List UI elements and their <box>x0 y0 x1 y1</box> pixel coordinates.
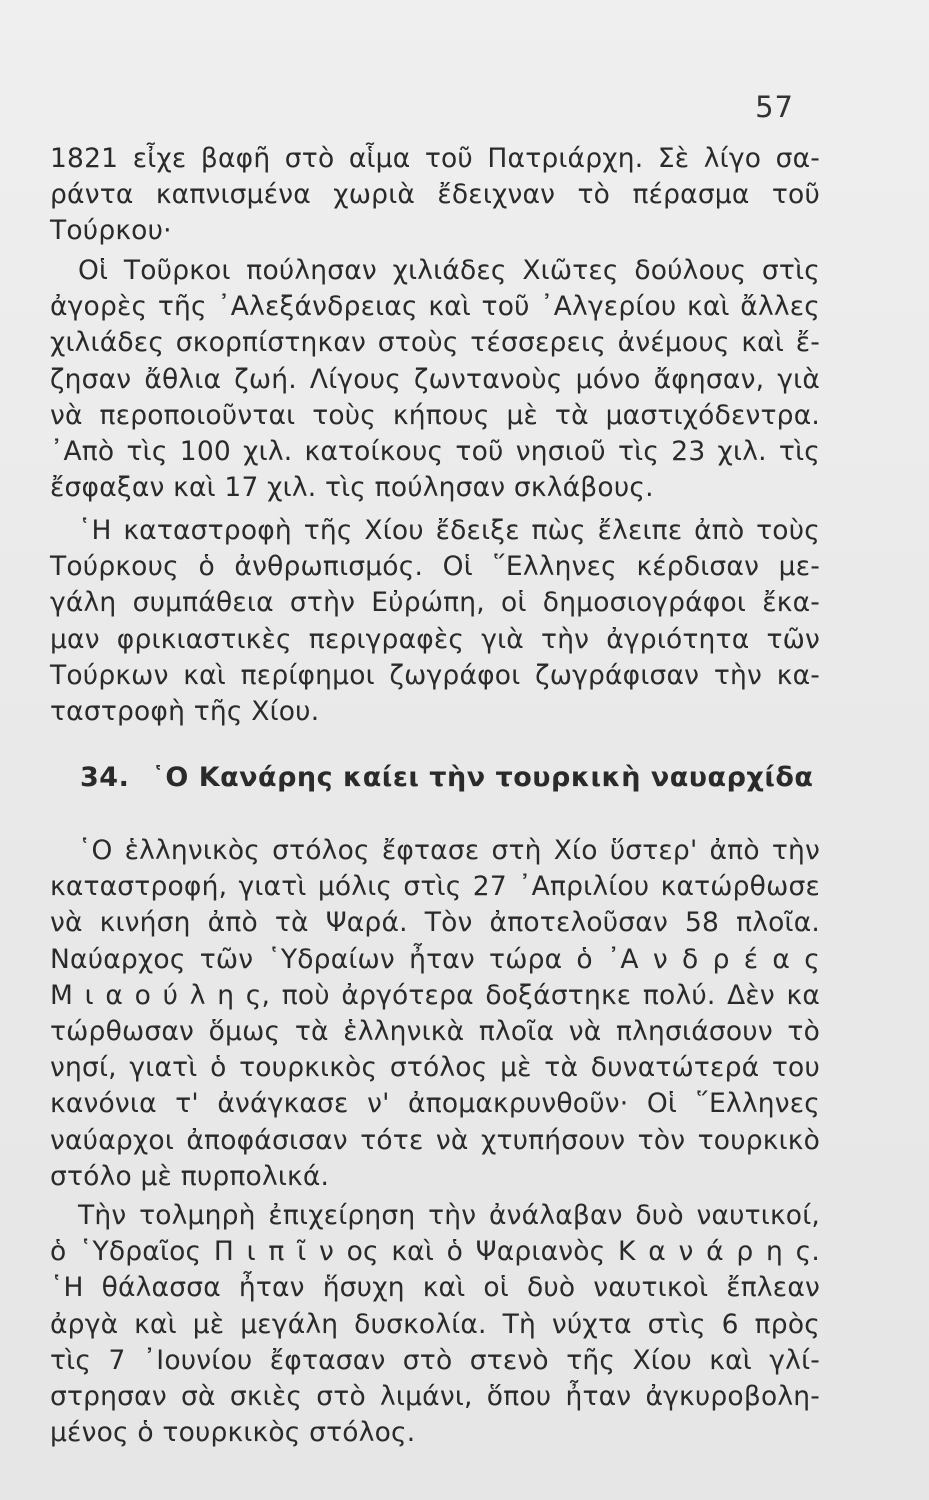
text-line: ῾Ο ἑλληνικὸς στόλος ἔφτασε στὴ Χίο ὕστερ' ἀπὸ τὴν <box>78 835 820 866</box>
text-line: ζησαν ἄθλια ζωή. Λίγους ζωντανοὺς μόνο ἄφησαν, γιὰ <box>50 363 820 395</box>
text-line: ῾Η καταστροφὴ τῆς Χίου ἔδειξε πὼς ἔλειπε ἀπὸ τοὺς <box>78 515 820 546</box>
text-line: νὰ κινήση ἀπὸ τὰ Ψαρά. Τὸν ἀποτελοῦσαν 58 πλοῖα. <box>50 907 820 939</box>
text-line: νησί, γιατὶ ὁ τουρκικὸς στόλος μὲ τὰ δυνατώτερά του <box>50 1052 820 1084</box>
page-number: 57 <box>755 90 794 124</box>
text-line: τὶς 7 ᾿Ιουνίου ἔφτασαν στὸ στενὸ τῆς Χίου καὶ γλί- <box>50 1344 820 1376</box>
text-line: ναύαρχοι ἀποφάσισαν τότε νὰ χτυπήσουν τὸν τουρκικὸ <box>50 1124 820 1156</box>
text-line: ᾿Απὸ τὶς 100 χιλ. κατοίκους τοῦ νησιοῦ τὶς 23 χιλ. τὶς <box>50 435 820 467</box>
text-line: ράντα καπνισμένα χωριὰ ἔδειχναν τὸ πέρασμα τοῦ <box>50 179 820 211</box>
text-line: νὰ περοποιοῦνται τοὺς κήπους μὲ τὰ μαστιχόδεντρα. <box>50 399 820 431</box>
text-line: ἀγορὲς τῆς ᾿Αλεξάνδρειας καὶ τοῦ ᾿Αλγερίου καὶ ἄλλες <box>50 291 820 323</box>
text-line: μένος ὁ τουρκικὸς στόλος. <box>50 1417 416 1449</box>
section-number: 34. <box>80 762 130 793</box>
text-line: ὁ ῾Υδραῖος Π ι π ῖ ν ος καὶ ὁ Ψαριανὸς Κ α ν ά ρ η ς. <box>50 1236 820 1268</box>
text-line: Ναύαρχος τῶν ῾Υδραίων ἦταν τώρα ὁ ᾿Α ν δ ρ έ α ς <box>50 943 820 975</box>
text-line: μαν φρικιαστικὲς περιγραφὲς γιὰ τὴν ἀγριότητα τῶν <box>50 623 820 655</box>
text-line: Τούρκου· <box>50 215 172 247</box>
text-line: τώρθωσαν ὅμως τὰ ἑλληνικὰ πλοῖα νὰ πλησιάσουν τὸ <box>50 1015 820 1047</box>
text-line: ἔσφαξαν καὶ 17 χιλ. τὶς πούλησαν σκλάβους. <box>50 472 654 504</box>
text-line: ῾Η θάλασσα ἦταν ἥσυχη καὶ οἱ δυὸ ναυτικοὶ ἔπλεαν <box>50 1272 820 1304</box>
text-line: στρησαν σὰ σκιὲς στὸ λιμάνι, ὅπου ἦταν ἀγκυροβολη- <box>50 1380 820 1412</box>
text-line: Τούρκων καὶ περίφημοι ζωγράφοι ζωγράφισαν τὴν κα- <box>50 659 820 691</box>
text-line: ἀργὰ καὶ μὲ μεγάλη δυσκολία. Τὴ νύχτα στὶς 6 πρὸς <box>50 1308 820 1340</box>
text-line: γάλη συμπάθεια στὴν Εὐρώπη, οἱ δημοσιογράφοι ἔκα- <box>50 587 820 619</box>
paragraph <box>50 253 820 506</box>
text-line: 1821 εἶχε βαφῆ στὸ αἷμα τοῦ Πατριάρχη. Σὲ λίγο σα- <box>50 143 820 174</box>
paragraph-continuation <box>50 141 820 250</box>
text-line: στόλο μὲ πυρπολικά. <box>50 1160 330 1192</box>
text-line: κανόνια τ' ἀνάγκασε ν' ἀπομακρυνθοῦν· Οἱ ῞Ελληνες <box>50 1088 820 1120</box>
text-line: χιλιάδες σκορπίστηκαν στοὺς τέσσερεις ἀνέμους καὶ ἔ- <box>50 327 820 359</box>
text-line: Τὴν τολμηρὴ ἐπιχείρηση τὴν ἀνάλαβαν δυὸ ναυτικοί, <box>78 1200 820 1231</box>
paragraph <box>50 1198 820 1451</box>
text-line: Τούρκους ὁ ἀνθρωπισμός. Οἱ ῞Ελληνες κέρδισαν με- <box>50 551 820 583</box>
section-heading <box>80 762 820 793</box>
paragraph <box>50 513 820 730</box>
text-line: Οἱ Τοῦρκοι πούλησαν χιλιάδες Χιῶτες δούλους στὶς <box>78 255 820 286</box>
text-line: καταστροφή, γιατὶ μόλις στὶς 27 ᾿Απριλίου κατώρθωσε <box>50 871 820 903</box>
text-line: ταστροφὴ τῆς Χίου. <box>50 695 320 727</box>
section-title: ῾Ο Κανάρης καίει τὴν τουρκικὴ ναυαρχίδα <box>151 762 814 793</box>
paragraph <box>50 833 820 1195</box>
text-line: Μ ι α ο ύ λ η ς, ποὺ ἀργότερα δοξάστηκε πολύ. Δὲν κα <box>50 979 820 1011</box>
